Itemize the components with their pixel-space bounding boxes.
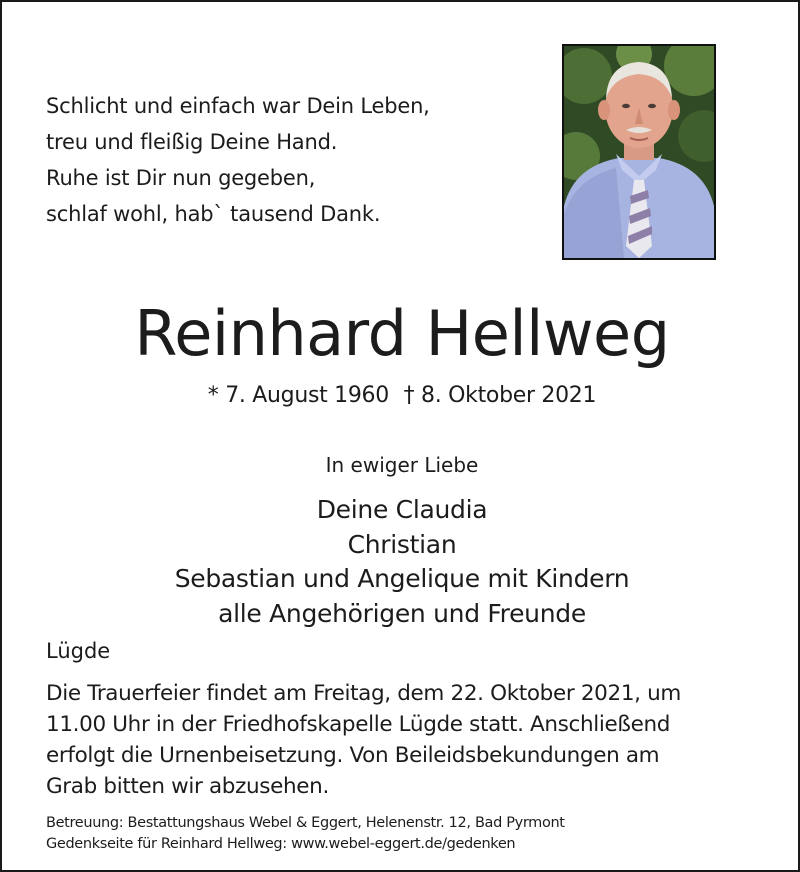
portrait-photo-icon: [564, 46, 714, 258]
mourner-line: Christian: [347, 529, 457, 559]
life-dates: [2, 380, 800, 412]
farewell-intro: In ewiger Liebe: [325, 453, 479, 477]
mourners-list: [2, 493, 800, 631]
place-name: Lügde: [46, 639, 111, 663]
funeral-notice: [46, 678, 762, 802]
memorial-page-link[interactable]: Gedenkseite für Reinhard Hellweg: www.webel-eggert.de/gedenken: [46, 836, 516, 852]
notice-line: 11.00 Uhr in der Friedhofskapelle Lügde statt. Anschließend: [46, 712, 671, 737]
verse-line-1: Schlicht und einfach war Dein Leben,: [46, 94, 430, 118]
memorial-verse: [46, 88, 430, 232]
portrait-photo: [562, 44, 716, 260]
mourner-line: Sebastian und Angelique mit Kindern: [174, 564, 630, 593]
notice-line: Die Trauerfeier findet am Freitag, dem 22. Oktober 2021, um: [46, 681, 681, 706]
credits: [46, 813, 565, 855]
verse-line-3: Ruhe ist Dir nun gegeben,: [46, 166, 316, 190]
deceased-name: Reinhard Hellweg: [134, 297, 670, 370]
death-date: † 8. Oktober 2021: [403, 383, 597, 408]
mourner-line: Deine Claudia: [316, 495, 488, 524]
mourner-line: alle Angehörigen und Freunde: [218, 598, 586, 628]
funeral-home-credit: Betreuung: Bestattungshaus Webel & Eggert, Helenenstr. 12, Bad Pyrmont: [46, 815, 565, 831]
notice-line: Grab bitten wir abzusehen.: [46, 774, 329, 799]
birth-date: * 7. August 1960: [207, 383, 389, 408]
verse-line-4: schlaf wohl, hab` tausend Dank.: [46, 202, 381, 226]
verse-line-2: treu und fleißig Deine Hand.: [46, 130, 338, 154]
notice-line: erfolgt die Urnenbeisetzung. Von Beileidsbekundungen am: [46, 743, 660, 768]
